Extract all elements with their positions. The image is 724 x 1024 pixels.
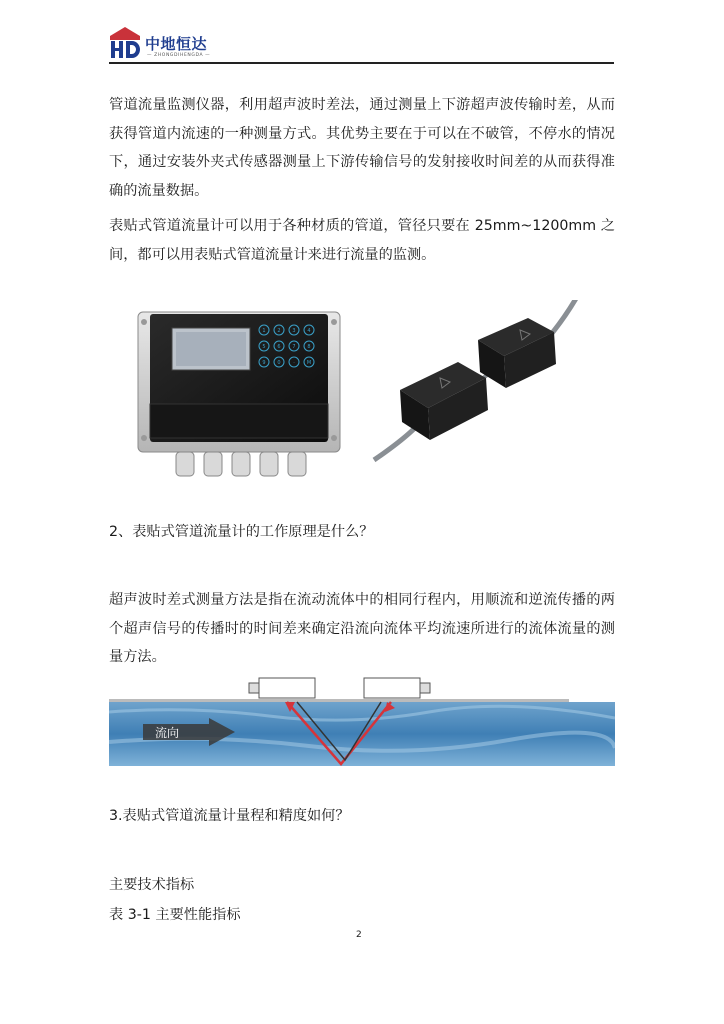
- key-6: 6: [277, 344, 281, 350]
- logo-text-en: — ZHONGDIHENGDA —: [147, 53, 211, 58]
- page-number: 2: [356, 930, 362, 940]
- key-5: 5: [262, 344, 266, 350]
- header-divider: [109, 62, 614, 64]
- key-7: 7: [292, 344, 296, 350]
- clamp-on-sensors: [374, 300, 578, 460]
- downstream-sensor: [364, 678, 430, 698]
- table-caption: 表 3-1 主要性能指标: [109, 907, 241, 923]
- key-1: 1: [262, 328, 266, 334]
- company-logo: [109, 26, 219, 62]
- key-0: 0: [277, 360, 281, 366]
- paragraph-intro: 管道流量监测仪器，利用超声波时差法，通过测量上下游超声波传输时差，从而获得管道内流速的一种测量方式。其优势主要在于可以在不破管，不停水的情况下，通过安装外夹式传感器测量上下游传输信号的发射接收时间差的从而获得准确的流量数据。: [109, 97, 615, 199]
- flow-diagram-image: [109, 672, 615, 768]
- key-3: 3: [292, 328, 296, 334]
- key-8: 8: [307, 344, 311, 350]
- key-menu: M: [306, 360, 312, 366]
- flow-direction-label: 流向: [155, 726, 180, 740]
- key-4: 4: [307, 328, 311, 334]
- flowmeter-host-and-sensors-image: [128, 300, 583, 485]
- flowmeter-host-unit: [138, 312, 340, 476]
- subheading-main-specs: 主要技术指标: [109, 877, 195, 893]
- section-heading-range: 3.表贴式管道流量计量程和精度如何？: [109, 808, 350, 824]
- paragraph-pipe-range: 表贴式管道流量计可以用于各种材质的管道，管径只要在 25mm~1200mm 之间，都可以用表贴式管道流量计来进行流量的监测。: [109, 218, 615, 263]
- transit-time-diagram: [109, 672, 615, 768]
- upstream-sensor: [249, 678, 315, 698]
- section-heading-principle: 2、表贴式管道流量计的工作原理是什么？: [109, 524, 374, 540]
- cable-glands: [176, 452, 306, 476]
- logo-text-cn: 中地恒达: [145, 35, 208, 53]
- key-2: 2: [277, 328, 281, 334]
- key-9: 9: [262, 360, 266, 366]
- product-photo-row: [128, 300, 583, 485]
- key-dot: ·: [293, 360, 295, 366]
- paragraph-principle: 超声波时差式测量方法是指在流动流体中的相同行程内，用顺流和逆流传播的两个超声信号的传播时的时间差来确定沿流向流体平均流速所进行的流体流量的测量方法。: [109, 592, 615, 665]
- logo-mark-icon: [109, 26, 141, 60]
